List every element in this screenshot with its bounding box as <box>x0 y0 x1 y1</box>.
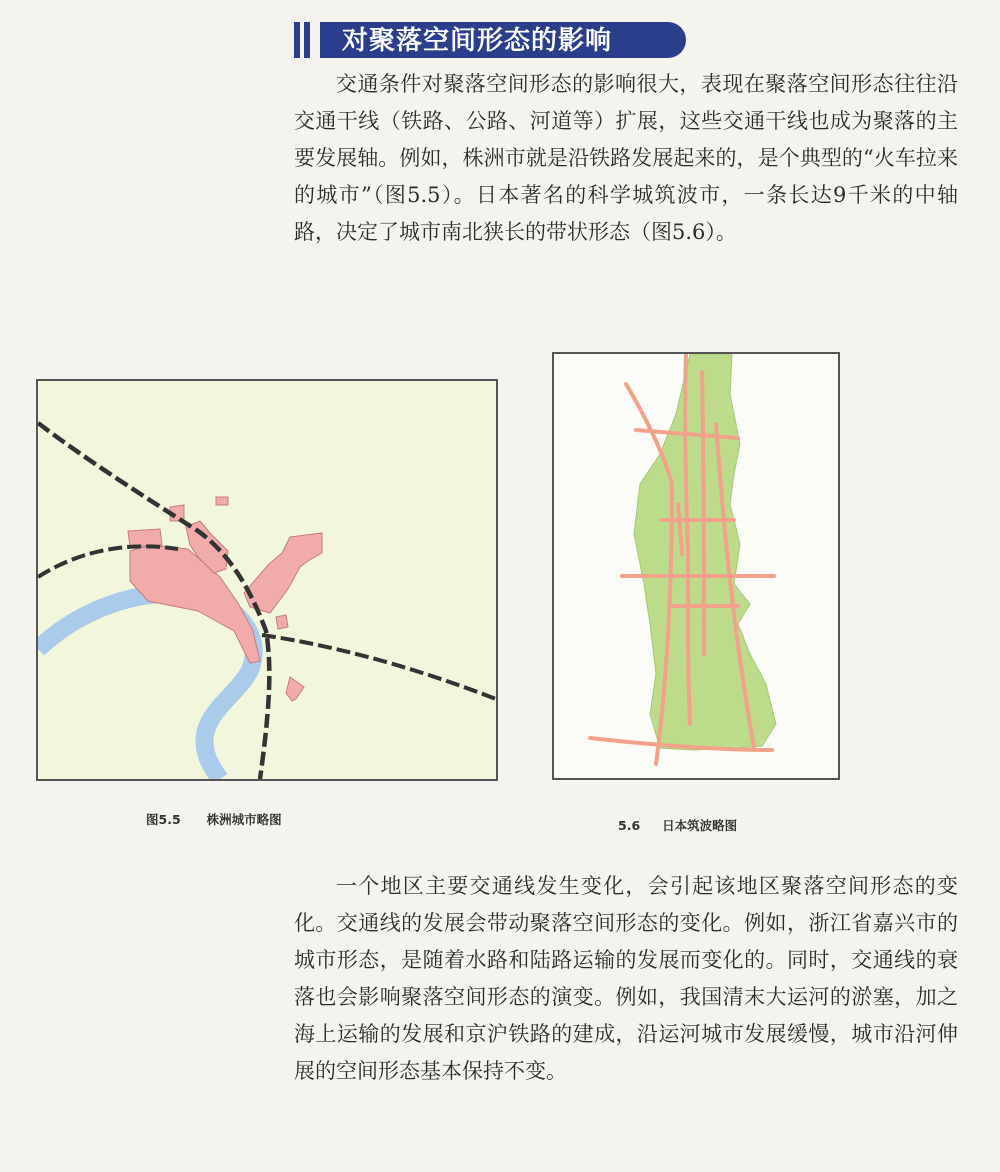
figure-5-5-title: 株洲城市略图 <box>206 812 282 827</box>
paragraph-1: 交通条件对聚落空间形态的影响很大，表现在聚落空间形态往往沿交通干线（铁路、公路、河道等）扩展，这些交通干线也成为聚落的主要发展轴。例如，株洲市就是沿铁路发展起来的，是个典型的“火车拉来的城市”（图5.5）。日本著名的科学城筑波市，一条长达9千米的中轴路，决定了城市南北狭长的带状形态（图5.6）。 <box>294 72 958 244</box>
urban-area <box>128 497 322 701</box>
figure-5-5-caption <box>146 810 282 828</box>
figure-5-6-title: 日本筑波略图 <box>662 818 738 833</box>
paragraph-2: 一个地区主要交通线发生变化，会引起该地区聚落空间形态的变化。交通线的发展会带动聚落空间形态的变化。例如，浙江省嘉兴市的城市形态，是随着水路和陆路运输的发展而变化的。同时，交通线的衰落也会影响聚落空间形态的演变。例如，我国清末大运河的淤塞，加之海上运输的发展和京沪铁路的建成，沿运河城市发展缓慢，城市沿河伸展的空间形态基本保持不变。 <box>294 874 958 1083</box>
section-heading <box>290 18 690 62</box>
figure-5-5-number: 图5.5 <box>146 812 181 827</box>
figure-5-6-number: 5.6 <box>618 818 641 833</box>
tsukuba-map <box>552 352 840 780</box>
zhuzhou-map-graphic <box>38 381 496 779</box>
zhuzhou-map <box>36 379 498 781</box>
tsukuba-map-graphic <box>554 354 838 778</box>
section-title: 对聚落空间形态的影响 <box>342 26 613 56</box>
figure-5-6-caption <box>618 816 737 834</box>
